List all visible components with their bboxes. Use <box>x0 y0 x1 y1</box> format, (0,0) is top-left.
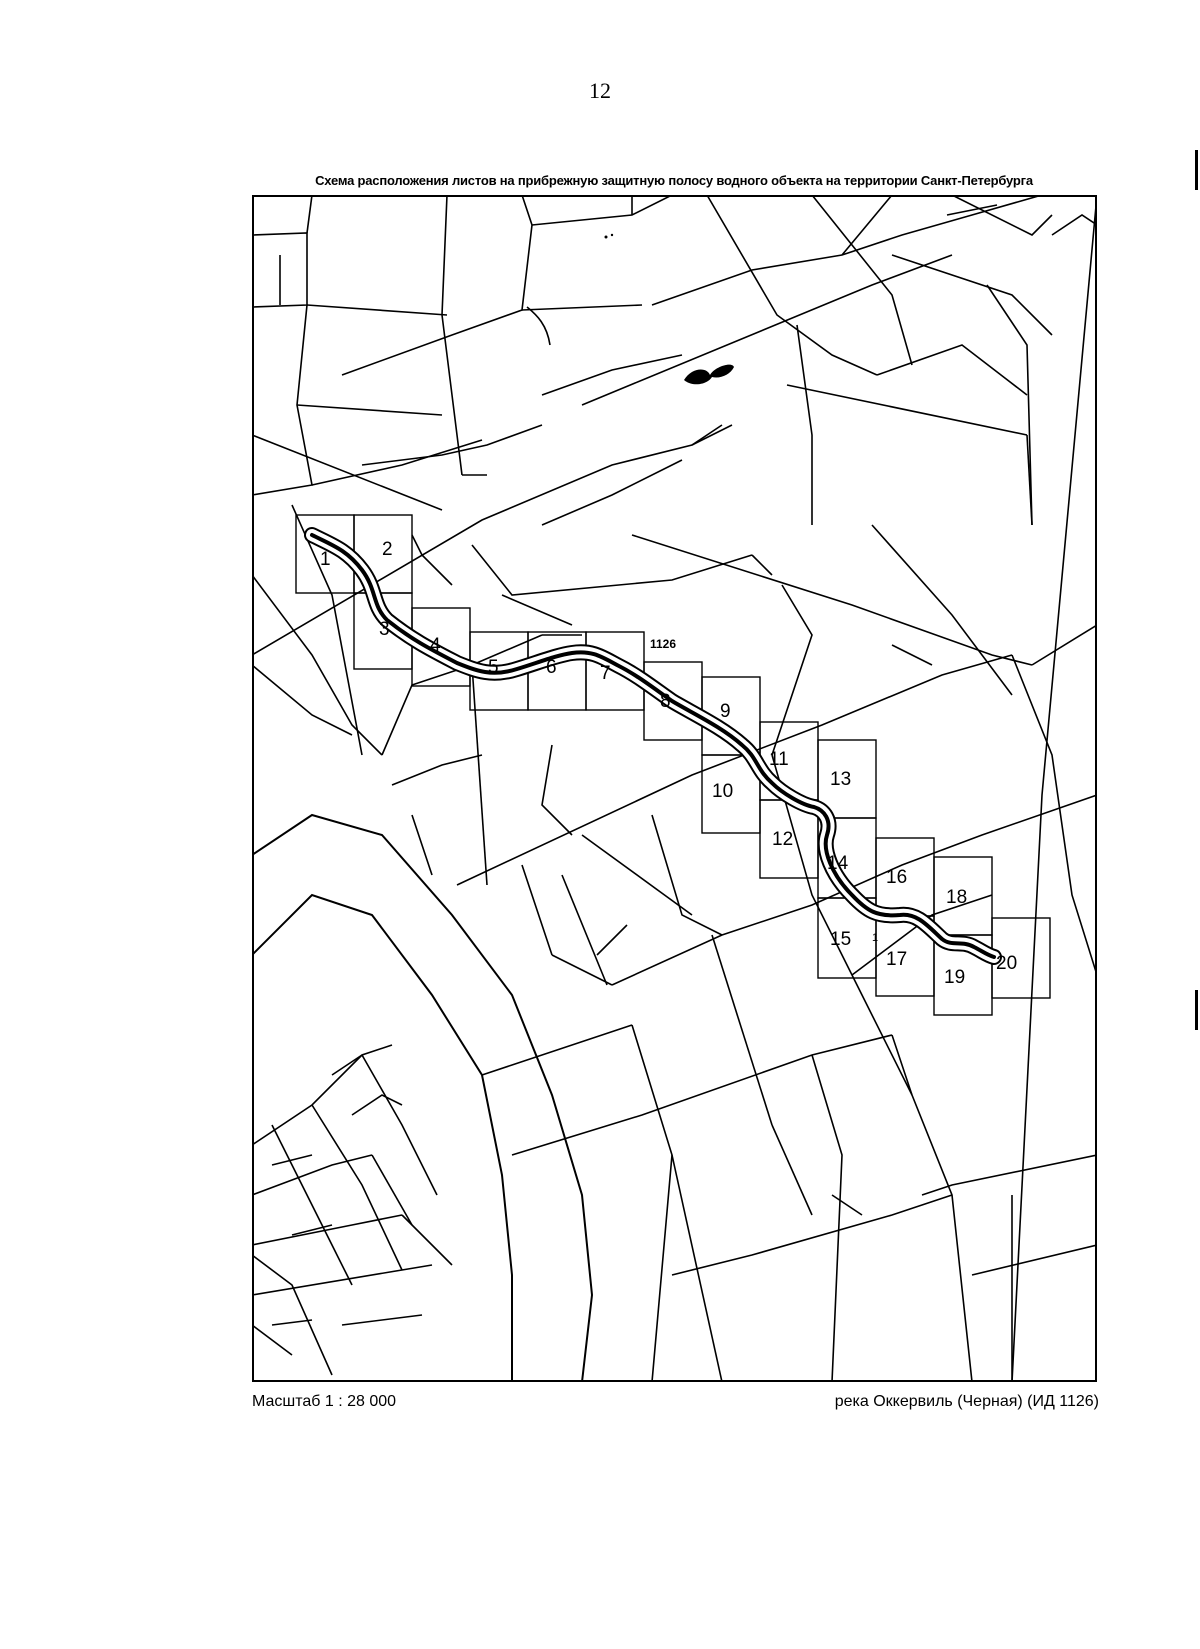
map-title: Схема расположения листов на прибрежную защитную полосу водного объекта на территории Санкт-Петербурга <box>315 173 1033 188</box>
sheet-layout-map <box>252 195 1097 1382</box>
sheet-label-16: 16 <box>886 867 908 888</box>
sheet-label-14: 14 <box>827 853 849 874</box>
scan-edge-mark <box>1195 150 1198 190</box>
sheet-label-8: 8 <box>660 691 671 712</box>
sheet-label-18: 18 <box>946 887 968 908</box>
sheet-label-1: 1 <box>320 549 331 570</box>
sheet-label-2: 2 <box>382 539 393 560</box>
sheet-label-4: 4 <box>430 635 441 656</box>
map-canvas <box>252 195 1097 1382</box>
sheet-label-19: 19 <box>944 967 966 988</box>
sheet-label-9: 9 <box>720 701 731 722</box>
river-id-label: 1126 <box>650 637 677 651</box>
sheet-label-15: 15 <box>830 929 852 950</box>
sheet-label-13: 13 <box>830 769 852 790</box>
sheet-label-11: 11 <box>769 749 789 770</box>
scan-edge-mark <box>1195 990 1198 1030</box>
river-marker-label: 1 <box>872 932 879 944</box>
map-dot <box>605 236 608 239</box>
river-name-label: река Оккервиль (Черная) (ИД 1126) <box>834 1393 1099 1410</box>
sheet-label-10: 10 <box>712 781 734 802</box>
map-dot <box>611 234 613 236</box>
sheet-label-20: 20 <box>996 953 1018 974</box>
sheet-label-7: 7 <box>600 663 611 684</box>
map-border <box>253 196 1096 1381</box>
sheet-label-5: 5 <box>488 657 499 678</box>
sheet-label-3: 3 <box>379 619 390 640</box>
sheet-label-12: 12 <box>772 829 794 850</box>
sheet-label-17: 17 <box>886 949 908 970</box>
scale-label: Масштаб 1 : 28 000 <box>252 1393 397 1410</box>
page-number: 12 <box>589 78 611 103</box>
sheet-label-6: 6 <box>546 657 557 678</box>
